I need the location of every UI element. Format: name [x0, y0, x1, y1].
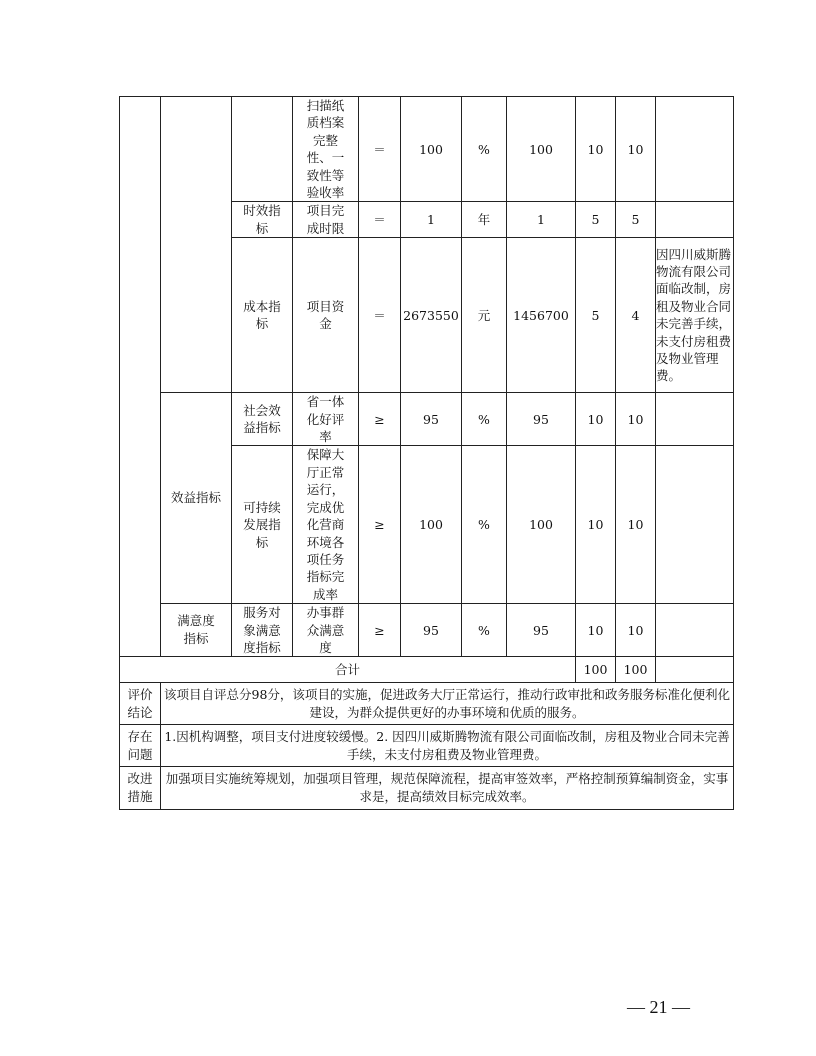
- level3-cell: 成本指标: [232, 238, 293, 393]
- target-cell: 100: [401, 446, 462, 604]
- unit-cell: %: [462, 97, 507, 202]
- target-cell: 100: [401, 97, 462, 202]
- weight-cell: 10: [576, 97, 616, 202]
- indicator-cell: 办事群众满意度: [293, 604, 359, 657]
- target-cell: 95: [401, 393, 462, 446]
- score-cell: 5: [616, 202, 656, 238]
- score-cell: 10: [616, 97, 656, 202]
- total-weight: 100: [576, 657, 616, 683]
- table-row: [120, 97, 734, 202]
- actual-cell: 95: [507, 393, 576, 446]
- actual-cell: 1456700: [507, 238, 576, 393]
- weight-cell: 10: [576, 446, 616, 604]
- target-cell: 1: [401, 202, 462, 238]
- unit-cell: %: [462, 604, 507, 657]
- level1-cell: [120, 97, 161, 657]
- weight-cell: 10: [576, 393, 616, 446]
- score-cell: 10: [616, 393, 656, 446]
- note-cell: [656, 97, 734, 202]
- note-cell: [656, 446, 734, 604]
- unit-cell: 元: [462, 238, 507, 393]
- indicator-cell: 项目完成时限: [293, 202, 359, 238]
- unit-cell: %: [462, 393, 507, 446]
- total-note: [656, 657, 734, 683]
- operator-cell: ≥: [359, 604, 401, 657]
- conclusion-row: [120, 683, 734, 725]
- conclusion-label: 评价结论: [120, 683, 161, 725]
- level3-cell: 服务对象满意度指标: [232, 604, 293, 657]
- table-row: [120, 393, 734, 446]
- weight-cell: 10: [576, 604, 616, 657]
- note-cell: [656, 202, 734, 238]
- actual-cell: 95: [507, 604, 576, 657]
- table-row: [120, 604, 734, 657]
- note-cell: [656, 604, 734, 657]
- problems-label: 存在问题: [120, 725, 161, 767]
- note-cell: [656, 393, 734, 446]
- level3-cell: 时效指标: [232, 202, 293, 238]
- improvements-row: [120, 767, 734, 810]
- level2-cell: 满意度指标: [161, 604, 232, 657]
- weight-cell: 5: [576, 202, 616, 238]
- indicator-cell: 省一体化好评率: [293, 393, 359, 446]
- page-number: — 21 —: [627, 997, 690, 1017]
- actual-cell: 100: [507, 97, 576, 202]
- performance-table: [119, 96, 734, 810]
- operator-cell: ≥: [359, 446, 401, 604]
- improvements-text: 加强项目实施统筹规划，加强项目管理，规范保障流程，提高审签效率，严格控制预算编制资金，实事求是，提高绩效目标完成效率。: [161, 767, 734, 810]
- operator-cell: ＝: [359, 238, 401, 393]
- problems-text: 1.因机构调整，项目支付进度较缓慢。2. 因四川威斯腾物流有限公司面临改制，房租及物业合同未完善手续，未支付房租费及物业管理费。: [161, 725, 734, 767]
- operator-cell: ＝: [359, 202, 401, 238]
- score-cell: 4: [616, 238, 656, 393]
- level2-cell: 效益指标: [161, 393, 232, 604]
- operator-cell: ＝: [359, 97, 401, 202]
- level3-cell: 可持续发展指标: [232, 446, 293, 604]
- score-cell: 10: [616, 446, 656, 604]
- target-cell: 95: [401, 604, 462, 657]
- conclusion-text: 该项目自评总分98分，该项目的实施，促进政务大厅正常运行，推动行政审批和政务服务标准化便利化建设，为群众提供更好的办事环境和优质的服务。: [161, 683, 734, 725]
- level2-cell: [161, 97, 232, 393]
- total-row: [120, 657, 734, 683]
- unit-cell: 年: [462, 202, 507, 238]
- improvements-label: 改进措施: [120, 767, 161, 810]
- indicator-cell: 项目资金: [293, 238, 359, 393]
- total-label: 合计: [120, 657, 576, 683]
- note-cell: 因四川威斯腾物流有限公司面临改制，房租及物业合同未完善手续，未支付房租费及物业管理费。: [656, 238, 734, 393]
- weight-cell: 5: [576, 238, 616, 393]
- indicator-cell: 保障大厅正常运行，完成优化营商环境各项任务指标完成率: [293, 446, 359, 604]
- target-cell: 2673550: [401, 238, 462, 393]
- score-cell: 10: [616, 604, 656, 657]
- unit-cell: %: [462, 446, 507, 604]
- indicator-cell: 扫描纸质档案完整性、一致性等验收率: [293, 97, 359, 202]
- total-score: 100: [616, 657, 656, 683]
- problems-row: [120, 725, 734, 767]
- operator-cell: ≥: [359, 393, 401, 446]
- level3-cell: 社会效益指标: [232, 393, 293, 446]
- level3-cell: [232, 97, 293, 202]
- actual-cell: 100: [507, 446, 576, 604]
- actual-cell: 1: [507, 202, 576, 238]
